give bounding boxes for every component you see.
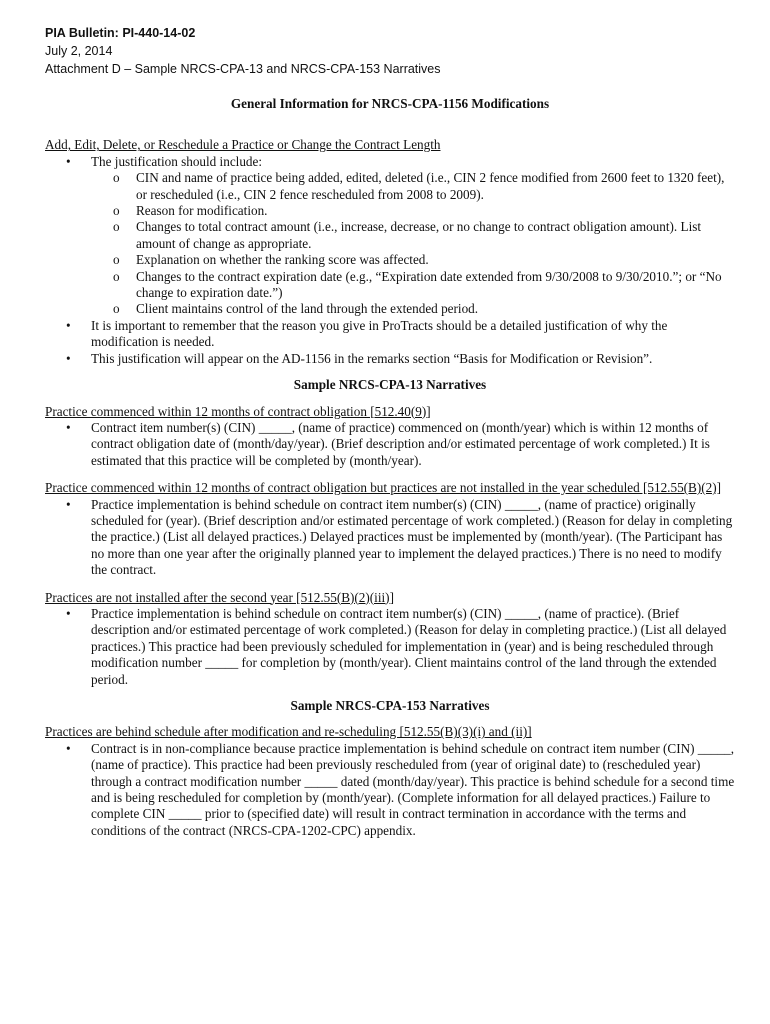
subheading-not-installed-year-scheduled: Practice commenced within 12 months of contract obligation but practices are not installed in the year scheduled [512.55(B)(2)] [45, 480, 722, 496]
sub-list-item-text: Client maintains control of the land through the extended period. [136, 301, 479, 317]
document-header [45, 24, 441, 78]
bullet-icon: • [66, 419, 71, 435]
list-item-text: The justification should include: [91, 153, 263, 169]
list-item-text: Contract is in non-compliance because practice implementation is behind schedule on contract item number (CIN) _____, (name of practice). This practice had been previously rescheduled from (year of original date) to (rescheduled year) through a contract modification number _____ dated (month/day/year). This practice is behind schedule for a second time and is being rescheduled for completion by (month/year). (Complete information for all delayed practices.) Failure to complete CIN _____ prior to (specified date) will result in contract termination in accordance with the terms and conditions of the contract (NRCS-CPA-1202-CPC) appendix. [91, 740, 735, 838]
section-title-cpa-153: Sample NRCS-CPA-153 Narratives [290, 698, 490, 713]
list-item-text: It is important to remember that the reason you give in ProTracts should be a detailed justification of why the modification is needed. [91, 317, 668, 350]
document-body [45, 96, 735, 839]
cpa13-list-2 [45, 497, 735, 579]
sub-list-item [45, 203, 735, 219]
subheading-behind-schedule-rescheduling: Practices are behind schedule after modification and re-scheduling [512.55(B)(3)(i) and (ii)] [45, 724, 532, 740]
bullet-icon: • [66, 317, 71, 333]
list-item-text: Practice implementation is behind schedule on contract item number(s) (CIN) _____, (name of practice). (Brief description and/or estimated percentage of work completed.) (Reason for delay in completing practice.) (List all delayed practices.) This practice had been previously scheduled for implementation in (year) and is being rescheduled through modification number _____ for completion by (month/year). Client maintains control of the land through the extended period. [91, 605, 727, 687]
bullet-icon: • [66, 153, 71, 169]
justification-list [45, 154, 735, 367]
cpa13-list-1 [45, 420, 735, 469]
subheading-add-edit-delete: Add, Edit, Delete, or Reschedule a Practice or Change the Contract Length [45, 137, 441, 153]
sub-list-item-text: Explanation on whether the ranking score was affected. [136, 252, 429, 268]
list-item [45, 741, 735, 839]
bulletin-date: July 2, 2014 [45, 44, 113, 58]
subheading-commenced-12-months: Practice commenced within 12 months of contract obligation [512.40(9)] [45, 403, 431, 419]
bullet-icon: • [66, 605, 71, 621]
list-item-text: This justification will appear on the AD-1156 in the remarks section “Basis for Modification or Revision”. [91, 350, 653, 366]
list-item-text: Contract item number(s) (CIN) _____, (name of practice) commenced on (month/year) which is within 12 months of contract obligation date of (month/day/year). (Brief description and/or estimated percentage of work completed.) It is estimated that this practice will be completed by (month/year). [91, 419, 710, 468]
section-title-cpa-13: Sample NRCS-CPA-13 Narratives [293, 377, 487, 393]
sub-list-item [45, 219, 735, 252]
sub-list-item [45, 269, 735, 302]
bullet-icon: • [66, 496, 71, 512]
list-item [45, 497, 735, 579]
list-item [45, 420, 735, 469]
sub-list-item-text: Changes to total contract amount (i.e., increase, decrease, or no change to contract obligation amount). List amount of change as appropriate. [136, 219, 702, 251]
list-item [45, 318, 735, 351]
list-item [45, 606, 735, 688]
circle-bullet-icon: o [113, 219, 120, 235]
bullet-icon: • [66, 740, 71, 756]
justification-sub-list [45, 170, 735, 318]
cpa13-list-3 [45, 606, 735, 688]
circle-bullet-icon: o [113, 252, 120, 268]
circle-bullet-icon: o [113, 170, 120, 186]
circle-bullet-icon: o [113, 301, 120, 317]
list-item [45, 154, 735, 170]
sub-list-item [45, 252, 735, 268]
sub-list-container [45, 170, 735, 318]
section-title-general-info: General Information for NRCS-CPA-1156 Modifications [230, 96, 550, 111]
sub-list-item [45, 170, 735, 203]
cpa153-list [45, 741, 735, 839]
circle-bullet-icon: o [113, 268, 120, 284]
circle-bullet-icon: o [113, 203, 120, 219]
bullet-icon: • [66, 350, 71, 366]
sub-list-item-text: CIN and name of practice being added, edited, deleted (i.e., CIN 2 fence modified from 2600 feet to 1320 feet), or rescheduled (i.e., CIN 2 fence rescheduled from 2008 to 2009). [136, 170, 725, 202]
bulletin-number: PIA Bulletin: PI-440-14-02 [45, 26, 196, 40]
attachment-title: Attachment D – Sample NRCS-CPA-13 and NRCS-CPA-153 Narratives [45, 62, 441, 76]
sub-list-item-text: Reason for modification. [136, 203, 268, 219]
sub-list-item [45, 301, 735, 317]
list-item [45, 351, 735, 367]
subheading-not-installed-second-year: Practices are not installed after the second year [512.55(B)(2)(iii)] [45, 589, 394, 605]
list-item-text: Practice implementation is behind schedule on contract item number(s) (CIN) _____, (name of practice) originally scheduled for (year). (Brief description and/or estimated percentage of work completed.) (Reason for delay in completing the practice.) (List all delayed practices.) Delayed practices must be implemented by (month/year). (The Participant has no more than one year after the originally planned year to implement the delayed practices.) There is no need to modify the contract. [91, 496, 733, 578]
sub-list-item-text: Changes to the contract expiration date (e.g., “Expiration date extended from 9/30/2008 to 9/30/2010.”; or “No change to expiration date.”) [136, 268, 722, 301]
